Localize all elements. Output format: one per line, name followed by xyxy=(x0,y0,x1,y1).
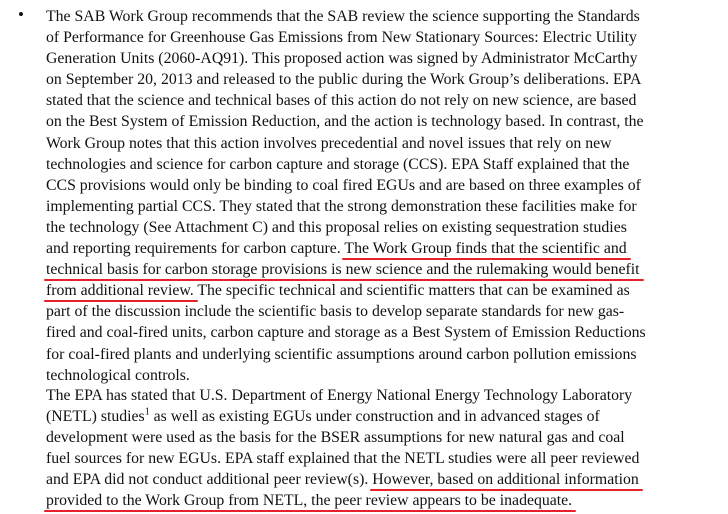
text-run: development were used as the basis for the BSER assumptions for new natural gas and coal xyxy=(46,429,625,447)
text-line xyxy=(46,280,718,301)
text-line xyxy=(46,69,718,90)
bullet-icon: • xyxy=(18,5,24,24)
text-line xyxy=(46,175,718,196)
text-run: CCS provisions would only be binding to coal fired EGUs and are based on three examples of xyxy=(46,176,641,194)
text-run: of Performance for Greenhouse Gas Emissions from New Stationary Sources: Electric Utility xyxy=(46,29,637,47)
text-line xyxy=(46,322,718,343)
text-run: fired and coal-fired units, carbon capture and storage as a Best System of Emission Reductions xyxy=(46,324,646,342)
text-line xyxy=(46,196,718,217)
text-line xyxy=(46,427,718,448)
text-line xyxy=(46,365,718,386)
text-line xyxy=(46,344,718,365)
text-run: on the Best System of Emission Reduction, and the action is technology based. In contrast, the xyxy=(46,113,644,131)
paragraph-recommendation xyxy=(46,6,718,386)
text-line xyxy=(46,490,718,511)
highlighted-text: However, based on additional information xyxy=(372,471,639,489)
text-run: as well as existing EGUs under construction and in advanced stages of xyxy=(149,408,600,426)
text-run: and reporting requirements for carbon capture. xyxy=(46,240,345,258)
text-run: fuel sources for new EGUs. EPA staff explained that the NETL studies were all peer reviewed xyxy=(46,450,640,468)
text-line xyxy=(46,217,718,238)
text-line xyxy=(46,154,718,175)
text-run: technological controls. xyxy=(46,366,190,384)
text-line xyxy=(46,238,718,259)
text-line xyxy=(46,259,718,280)
paragraph-netl-studies xyxy=(46,385,718,512)
text-line xyxy=(46,6,718,27)
text-run: Work Group notes that this action involves precedential and novel issues that rely on new xyxy=(46,134,612,152)
text-line xyxy=(46,469,718,490)
text-run: stated that the science and technical bases of this action do not rely on new science, are based xyxy=(46,92,637,110)
text-run: and EPA did not conduct additional peer review(s). xyxy=(46,471,373,489)
text-run: (NETL) studies xyxy=(46,408,145,426)
text-line xyxy=(46,385,718,406)
text-run: the technology (See Attachment C) and this proposal relies on existing sequestration studies xyxy=(46,218,627,236)
text-run: The EPA has stated that U.S. Department of Energy National Energy Technology Laboratory xyxy=(46,387,633,404)
highlighted-text: from additional review. xyxy=(46,282,194,300)
text-line xyxy=(46,27,718,48)
highlighted-text: The Work Group finds that the scientific and xyxy=(344,240,627,258)
footnote-marker: 1 xyxy=(144,406,150,418)
text-run: The specific technical and scientific matters that can be examined as xyxy=(193,282,630,300)
text-line xyxy=(46,301,718,322)
text-line xyxy=(46,111,718,132)
text-line xyxy=(46,133,718,154)
text-run: The SAB Work Group recommends that the SAB review the science supporting the Standards xyxy=(46,8,640,25)
text-run: technologies and science for carbon capture and storage (CCS). EPA Staff explained that the xyxy=(46,155,630,173)
text-line xyxy=(46,448,718,469)
text-line xyxy=(46,48,718,69)
text-run: part of the discussion include the scientific basis to develop separate standards for new gas- xyxy=(46,303,625,321)
highlighted-text: provided to the Work Group from NETL, the peer review appears to be inadequate. xyxy=(46,492,573,510)
text-run: implementing partial CCS. They stated that the strong demonstration these facilities make for xyxy=(46,197,637,215)
highlighted-text: technical basis for carbon storage provisions is new science and the rulemaking would benefit xyxy=(46,261,640,279)
text-line xyxy=(46,90,718,111)
text-run: Generation Units (2060-AQ91). This proposed action was signed by Administrator McCarthy xyxy=(46,50,638,68)
text-line xyxy=(46,406,718,427)
text-run: on September 20, 2013 and released to the public during the Work Group’s deliberations. EPA xyxy=(46,71,642,89)
text-run: for coal-fired plants and underlying scientific assumptions around carbon pollution emissions xyxy=(46,345,637,363)
